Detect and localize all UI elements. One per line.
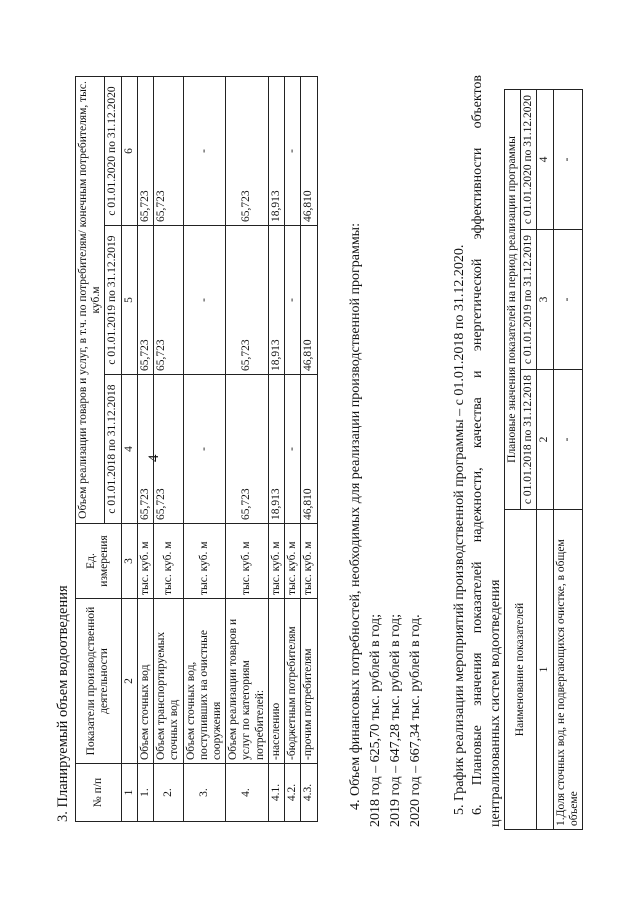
section-5-text: 5. График реализации мероприятий производственной программы – с 01.01.2018 по 31.12.2020. (452, 244, 467, 815)
header-volume-group: Объем реализации товаров и услуг, в т.ч. по потребителям/ конечным потребителям, тыс. куб.м (76, 76, 105, 523)
row-unit: тыс. куб. м (137, 524, 153, 599)
row-unit: тыс. куб. м (154, 524, 183, 599)
row-value-2020: 65,723 (226, 76, 269, 225)
header-period-2020: с 01.01.2020 по 31.12.2020 (521, 90, 537, 230)
section-3-heading: 3. Планируемый объем водоотведения (55, 585, 71, 822)
table-index-row (537, 90, 553, 830)
row-value-2019: - (285, 226, 301, 375)
index-cell: 2 (121, 599, 137, 764)
row-value-2018: - (553, 370, 582, 510)
index-cell: 5 (121, 226, 137, 375)
table-row (226, 76, 269, 821)
row-value-2020: - (553, 90, 582, 230)
row-num: 4.1. (268, 764, 284, 822)
row-value-2019: 65,723 (226, 226, 269, 375)
row-value-2019: 65,723 (154, 226, 183, 375)
header-period-2018: с 01.01.2018 по 31.12.2018 (105, 375, 121, 524)
row-value-2020: - (285, 76, 301, 225)
row-value-2019: 46,810 (301, 226, 317, 375)
table-row (183, 76, 226, 821)
row-value-2019: - (553, 230, 582, 370)
header-period-2020: с 01.01.2020 по 31.12.2020 (105, 76, 121, 225)
row-num: 4. (226, 764, 269, 822)
row-value-2020: - (183, 76, 226, 225)
planned-volume-table (75, 76, 318, 822)
index-cell: 3 (537, 230, 553, 370)
row-name: Объем сточных вод, поступивших на очистные сооружения (183, 599, 226, 764)
row-value-2018: 46,810 (301, 375, 317, 524)
section-6-heading-cont: централизованных систем водоотведения (488, 579, 503, 827)
row-value-2018: 18,913 (268, 375, 284, 524)
row-value-2018: 65,723 (137, 375, 153, 524)
finance-line-2019: 2019 год – 647,28 тыс. рублей в год; (388, 613, 403, 827)
index-cell: 2 (537, 370, 553, 510)
row-name: -бюджетным потребителям (285, 599, 301, 764)
table-row (285, 76, 301, 821)
row-unit: тыс. куб. м (301, 524, 317, 599)
table-row (553, 90, 582, 830)
page-number: 4 (146, 454, 162, 462)
table-header-row (505, 90, 521, 830)
finance-line-2018: 2018 год – 625,70 тыс. рублей в год; (368, 613, 383, 827)
row-value-2019: 18,913 (268, 226, 284, 375)
header-planned-group: Плановые значения показателей на период реализации программы (505, 90, 521, 510)
header-indicator-name: Наименование показателей (505, 510, 537, 830)
index-cell: 1 (121, 764, 137, 822)
row-unit: тыс. куб. м (268, 524, 284, 599)
row-num: 4.3. (301, 764, 317, 822)
index-cell: 4 (121, 375, 137, 524)
row-unit: тыс. куб. м (285, 524, 301, 599)
section-6-heading: 6. Плановые значения показателей надежности, качества и энергетической эффективности объектов (470, 75, 485, 815)
row-name: -населению (268, 599, 284, 764)
table-row (301, 76, 317, 821)
row-value-2019: 65,723 (137, 226, 153, 375)
header-unit: Ед. измерения (76, 524, 122, 599)
row-unit: тыс. куб. м (183, 524, 226, 599)
index-cell: 3 (121, 524, 137, 599)
table-row (268, 76, 284, 821)
row-unit: тыс. куб. м (226, 524, 269, 599)
finance-line-2020: 2020 год – 667,34 тыс. рублей в год. (408, 614, 423, 827)
index-cell: 6 (121, 76, 137, 225)
reliability-indicators-table (504, 89, 583, 830)
row-value-2019: - (183, 226, 226, 375)
table-index-row (121, 76, 137, 821)
header-period-2019: с 01.01.2019 по 31.12.2019 (105, 226, 121, 375)
header-period-2018: с 01.01.2018 по 31.12.2018 (521, 370, 537, 510)
table-row (137, 76, 153, 821)
header-period-2019: с 01.01.2019 по 31.12.2019 (521, 230, 537, 370)
row-name: Объем транспортируемых сточных вод (154, 599, 183, 764)
index-cell: 1 (537, 510, 553, 830)
row-name: 1.Доля сточных вод, не подвергающихся очистке, в общем объеме (553, 510, 582, 830)
index-cell: 4 (537, 90, 553, 230)
row-num: 1. (137, 764, 153, 822)
row-num: 4.2. (285, 764, 301, 822)
header-indicator: Показатели производственной деятельности (76, 599, 122, 764)
header-num: № п/п (76, 764, 122, 822)
section-4-heading: 4. Объем финансовых потребностей, необходимых для реализации производственной программы: (348, 223, 363, 810)
row-name: Объем сточных вод (137, 599, 153, 764)
row-num: 3. (183, 764, 226, 822)
row-value-2020: 18,913 (268, 76, 284, 225)
row-name: -прочим потребителям (301, 599, 317, 764)
row-value-2020: 65,723 (154, 76, 183, 225)
row-name: Объем реализации товаров и услуг по категориям потребителей: (226, 599, 269, 764)
row-num: 2. (154, 764, 183, 822)
row-value-2020: 65,723 (137, 76, 153, 225)
table-header-row (76, 76, 105, 821)
row-value-2018: - (285, 375, 301, 524)
row-value-2018: 65,723 (226, 375, 269, 524)
row-value-2018: 65,723 (154, 375, 183, 524)
row-value-2018: - (183, 375, 226, 524)
row-value-2020: 46,810 (301, 76, 317, 225)
table-row (154, 76, 183, 821)
